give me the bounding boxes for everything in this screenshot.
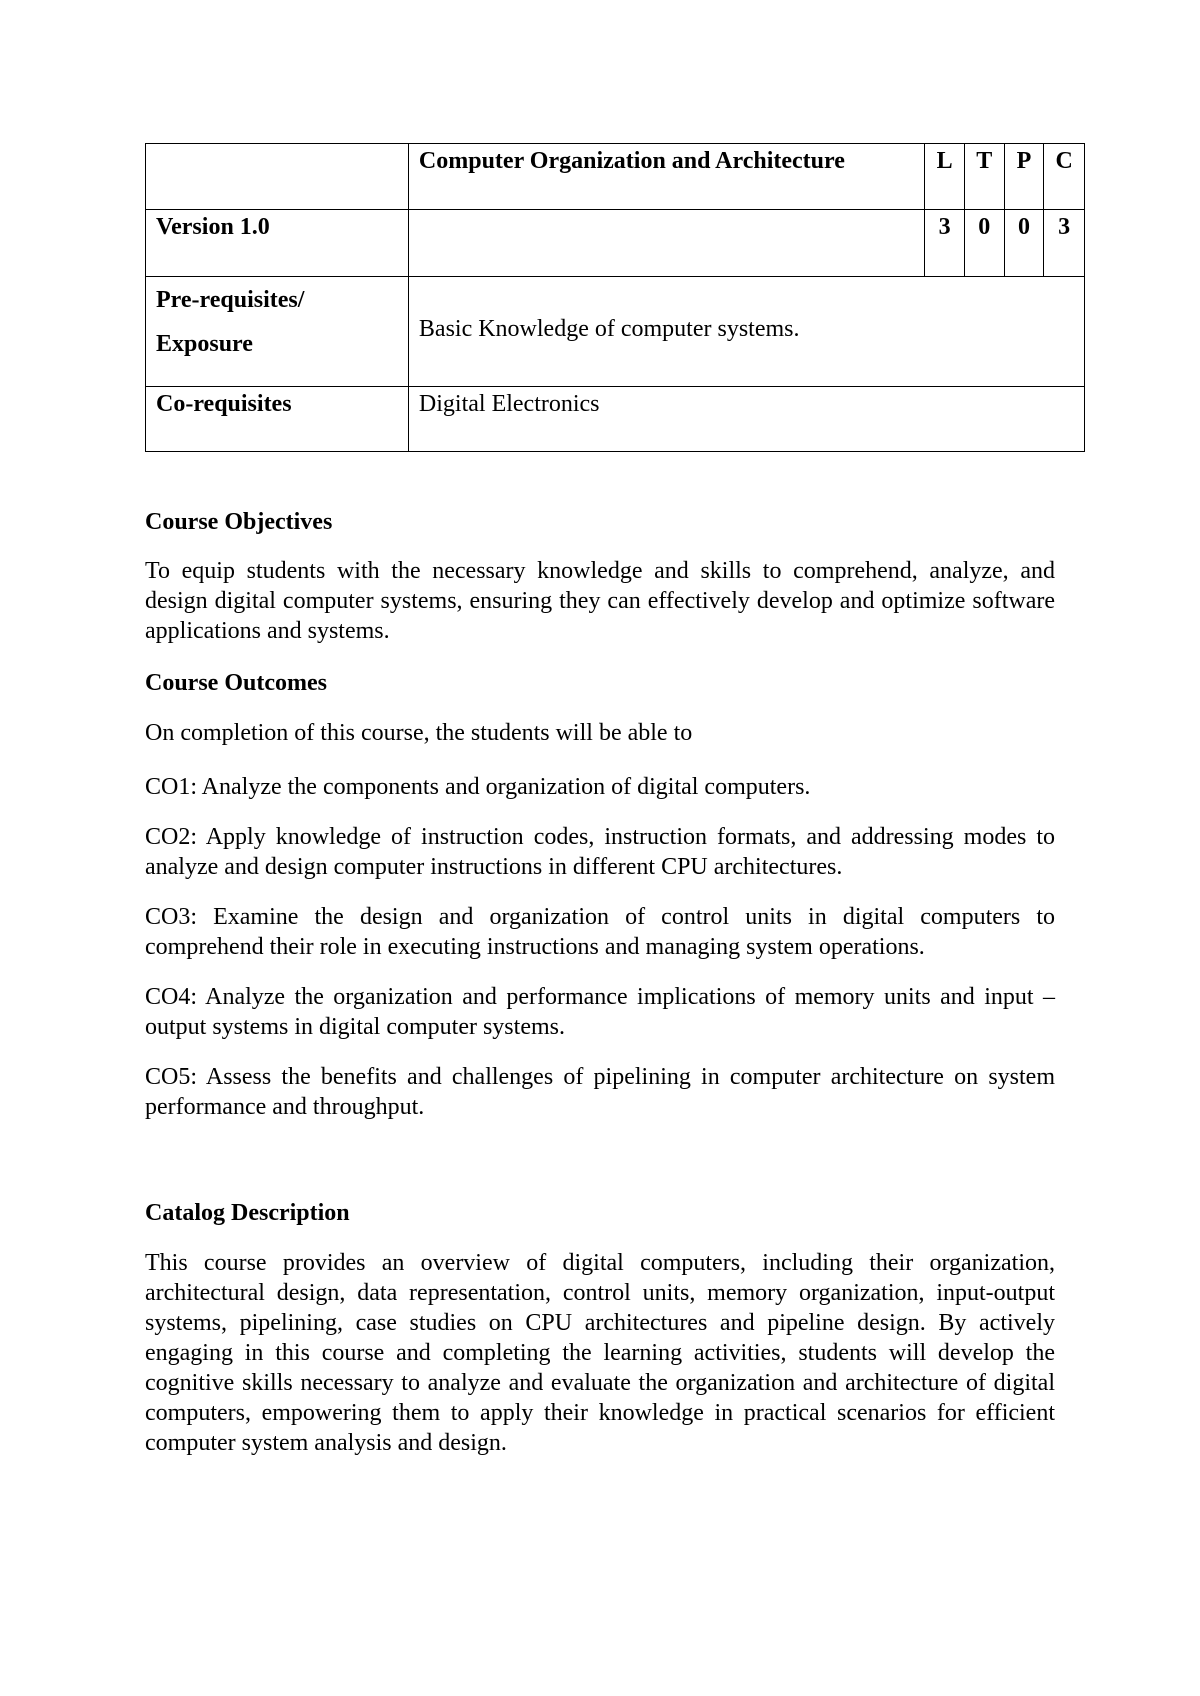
- course-outcome-item: CO4: Analyze the organization and performance implications of memory units and input –output systems in digital computer systems.: [145, 984, 1055, 1040]
- course-outcome-item: CO5: Assess the benefits and challenges of pipelining in computer architecture on system performance and throughput.: [145, 1064, 1055, 1120]
- ltpc-header-l: L: [925, 144, 965, 210]
- course-outcome-item: CO2: Apply knowledge of instruction codes, instruction formats, and addressing modes to analyze and design computer instructions in different CPU architectures.: [145, 824, 1055, 880]
- prerequisites-label-line1: Pre-requisites/: [156, 287, 305, 314]
- empty-cell: [146, 144, 409, 210]
- prerequisites-label: [146, 277, 409, 386]
- course-outcomes-intro: On completion of this course, the students will be able to: [145, 720, 693, 746]
- table-row-title: [146, 144, 1085, 210]
- table-row-version: [146, 210, 1085, 277]
- catalog-description-text: This course provides an overview of digital computers, including their organization, architectural design, data representation, control units, memory organization, input-output systems, pipelining, case studies on CPU architectures and pipeline design. By actively engaging in this course and completing the learning activities, students will develop the cognitive skills necessary to analyze and evaluate the organization and architecture of digital computers, empowering them to apply their knowledge in practical scenarios for efficient computer system analysis and design.: [145, 1250, 1055, 1456]
- prerequisites-value: Basic Knowledge of computer systems.: [408, 277, 1084, 386]
- prerequisites-label-line2: Exposure: [156, 331, 253, 358]
- ltpc-value-p: 0: [1004, 210, 1044, 277]
- corequisites-label: Co-requisites: [146, 386, 409, 451]
- ltpc-header-p: P: [1004, 144, 1044, 210]
- course-objectives-heading: Course Objectives: [145, 509, 333, 535]
- course-outcome-item: CO1: Analyze the components and organization of digital computers.: [145, 774, 811, 800]
- ltpc-value-l: 3: [925, 210, 965, 277]
- ltpc-value-c: 3: [1044, 210, 1085, 277]
- course-outcomes-heading: Course Outcomes: [145, 670, 327, 696]
- ltpc-header-t: T: [964, 144, 1004, 210]
- empty-cell: [408, 210, 924, 277]
- catalog-description-heading: Catalog Description: [145, 1200, 350, 1226]
- table-row-corequisites: [146, 386, 1085, 451]
- course-outcome-item: CO3: Examine the design and organization of control units in digital computers to comprehend their role in executing instructions and managing system operations.: [145, 904, 1055, 960]
- ltpc-header-c: C: [1044, 144, 1085, 210]
- course-info-table: [145, 143, 1085, 452]
- ltpc-value-t: 0: [964, 210, 1004, 277]
- course-title: Computer Organization and Architecture: [408, 144, 924, 210]
- table-row-prerequisites: [146, 277, 1085, 386]
- course-objectives-text: To equip students with the necessary knowledge and skills to comprehend, analyze, and design digital computer systems, ensuring they can effectively develop and optimize software applications and systems.: [145, 558, 1055, 644]
- version-label: Version 1.0: [146, 210, 409, 277]
- corequisites-value: Digital Electronics: [408, 386, 1084, 451]
